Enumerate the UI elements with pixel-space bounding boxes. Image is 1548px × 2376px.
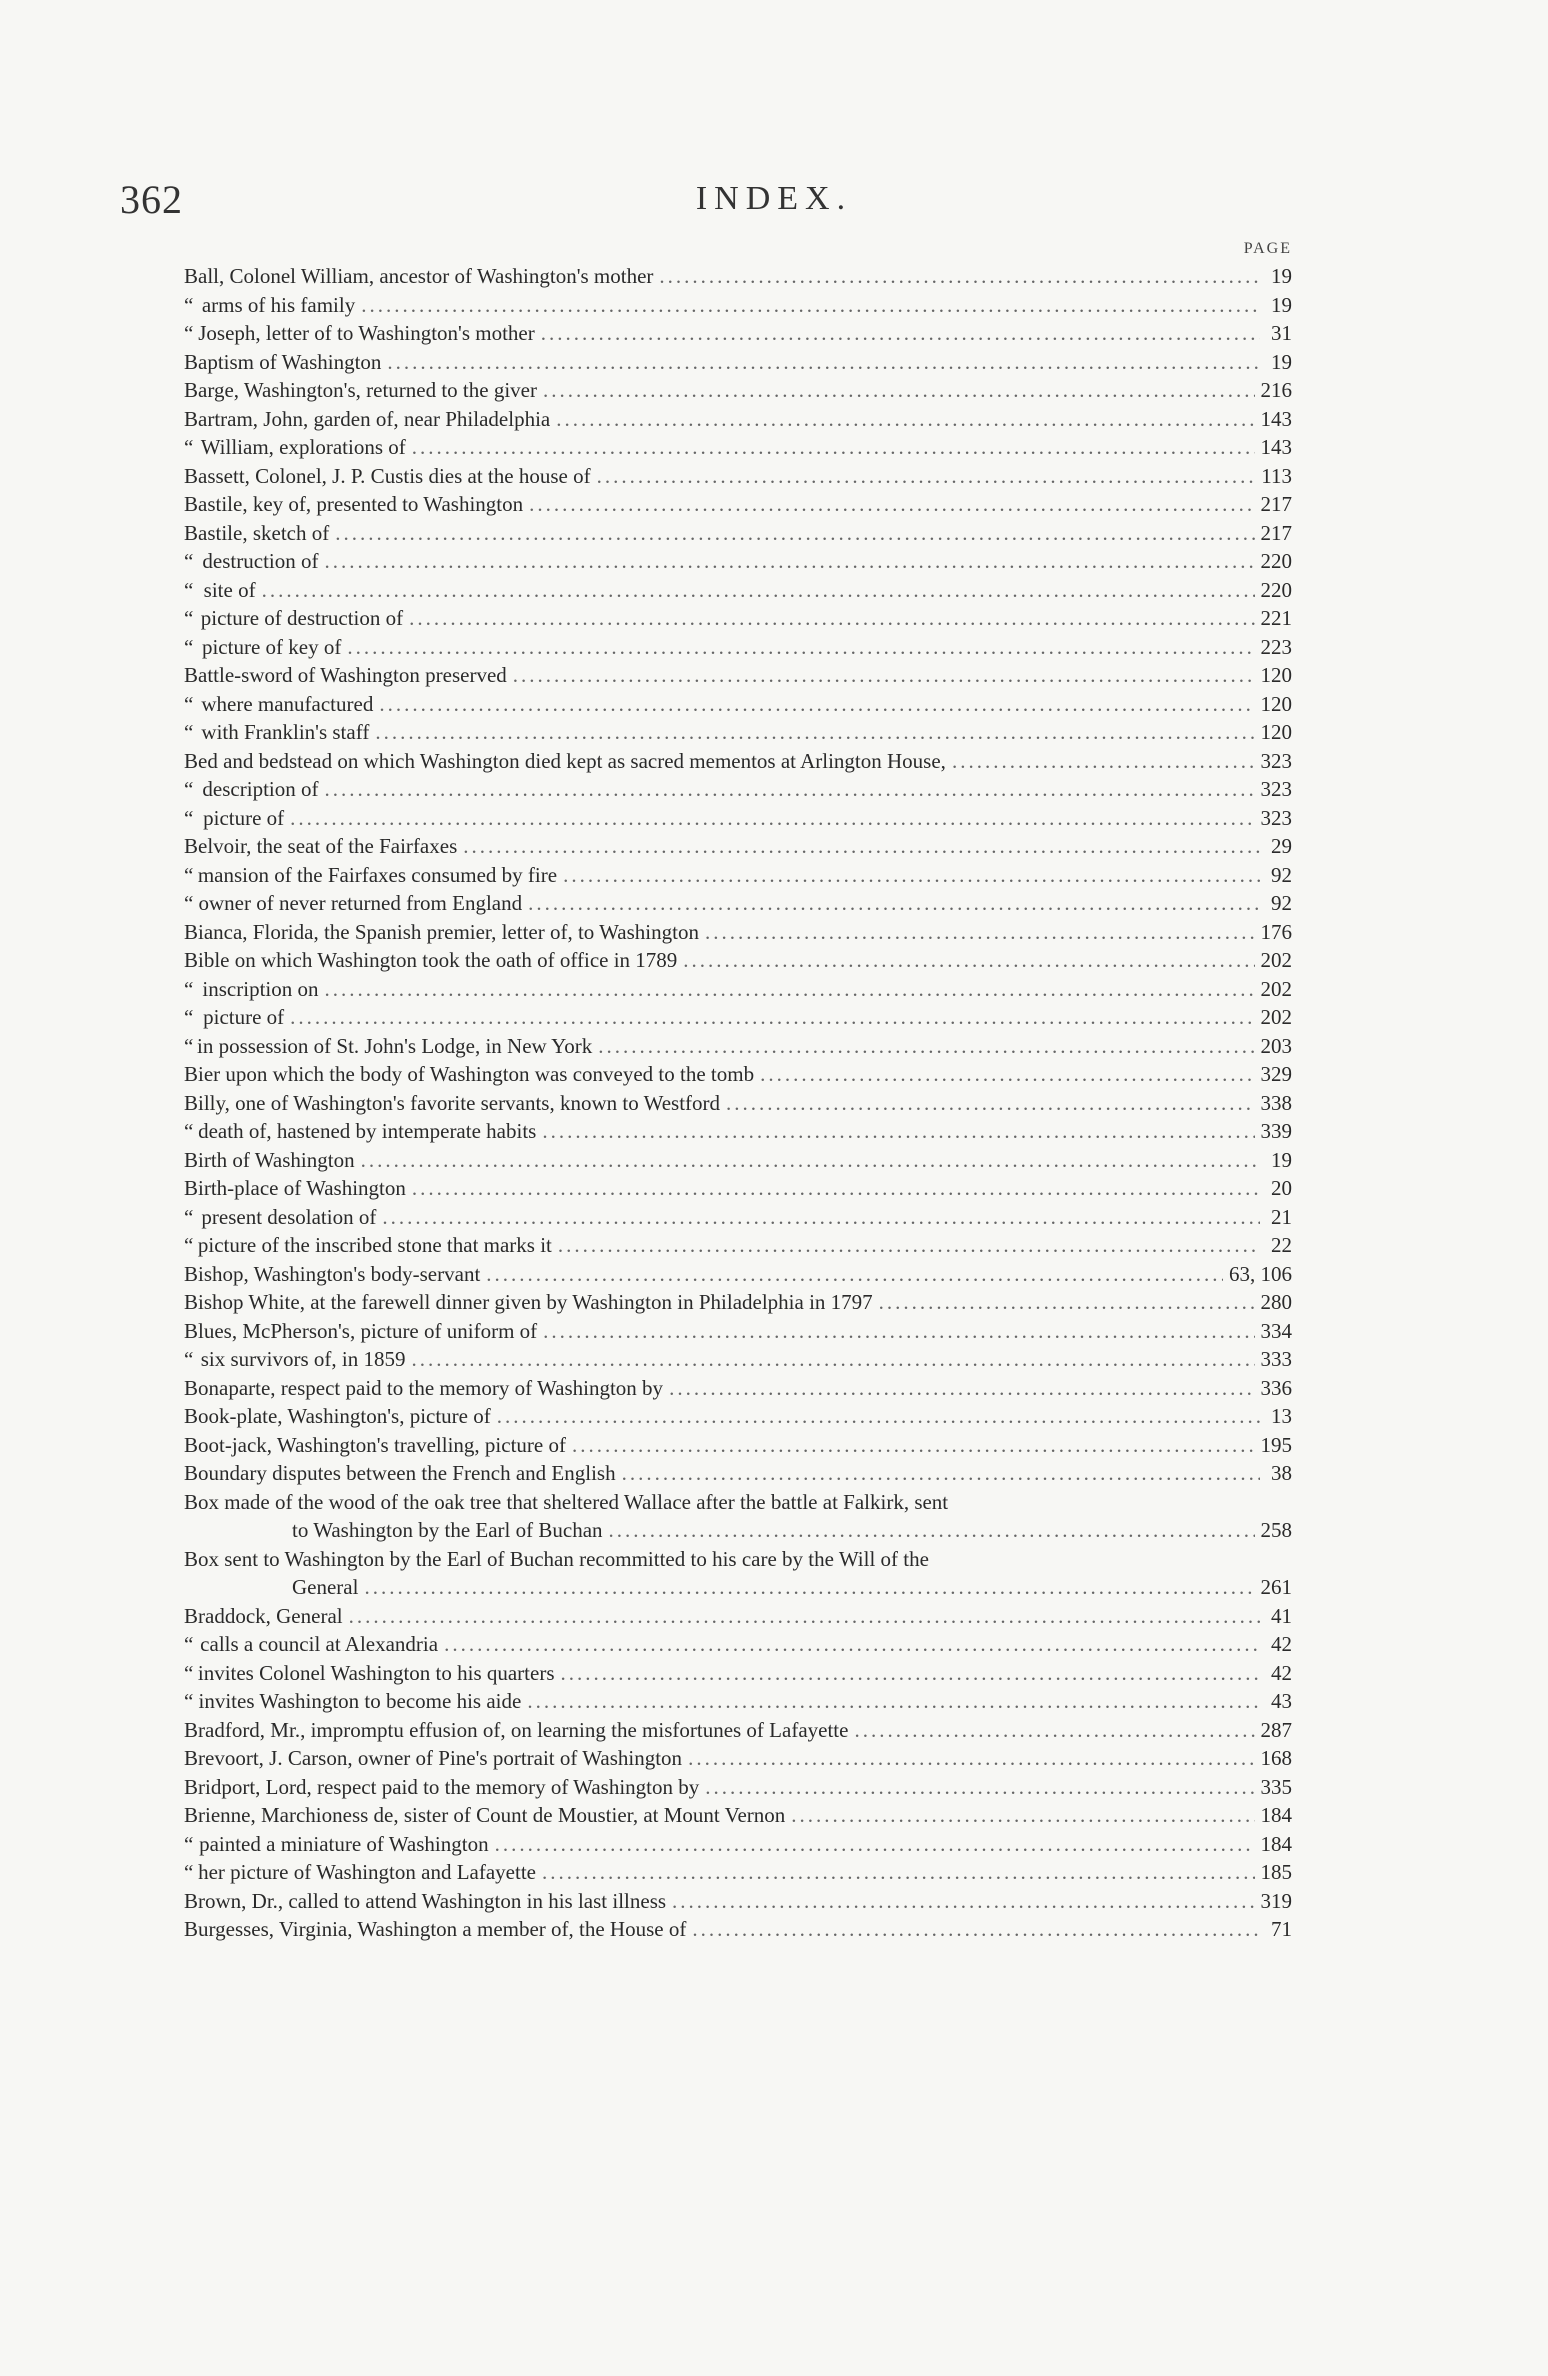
dot-leader — [375, 718, 1254, 747]
index-list — [184, 262, 1292, 1944]
index-subentry — [184, 319, 1292, 348]
entry-text: painted a miniature of Washington — [199, 1831, 489, 1856]
index-entry — [184, 519, 1292, 548]
dot-leader — [854, 1716, 1254, 1745]
dot-leader — [543, 1317, 1254, 1346]
dot-leader — [952, 747, 1255, 776]
ditto-mark: “ — [184, 1005, 194, 1029]
index-subentry — [184, 1003, 1292, 1032]
ditto-mark: “ — [184, 634, 194, 659]
entry-page-number: 334 — [1260, 1318, 1292, 1343]
running-title: INDEX. — [695, 180, 853, 217]
entry-page-number: 258 — [1260, 1518, 1292, 1542]
entry-text: Billy, one of Washington's favorite servants, known to Westford — [184, 1090, 721, 1115]
dot-leader — [528, 889, 1260, 918]
entry-page-number: 20 — [1271, 1176, 1292, 1200]
entry-page-number: 113 — [1261, 463, 1292, 488]
dot-leader — [361, 1146, 1260, 1175]
index-subentry — [184, 633, 1292, 662]
index-entry — [184, 918, 1292, 947]
dot-leader — [760, 1060, 1254, 1089]
index-entry — [184, 1915, 1292, 1944]
entry-page-number: 19 — [1271, 292, 1292, 317]
ditto-mark: “ — [184, 1204, 194, 1229]
entry-text: Birth of Washington — [184, 1147, 355, 1172]
index-entry — [184, 1459, 1292, 1488]
index-entry — [184, 1374, 1292, 1403]
index-entry — [184, 1174, 1292, 1203]
entry-page-number: 42 — [1271, 1660, 1292, 1685]
entry-page-number: 19 — [1271, 264, 1292, 288]
dot-leader — [409, 604, 1254, 633]
dot-leader — [324, 547, 1254, 576]
ditto-mark: “ — [184, 1689, 194, 1713]
entry-text: Bridport, Lord, respect paid to the memory of Washington by — [184, 1774, 700, 1799]
index-entry — [184, 1716, 1292, 1745]
entry-text: Box made of the wood of the oak tree that sheltered Wallace after the battle at Falkirk, sent — [184, 1489, 949, 1514]
entry-text: death of, hastened by intemperate habits — [198, 1119, 537, 1143]
index-entry — [184, 832, 1292, 861]
dot-leader — [561, 1659, 1260, 1688]
dot-leader — [529, 490, 1254, 519]
entry-text: Book-plate, Washington's, picture of — [184, 1404, 491, 1428]
entry-text: Bishop White, at the farewell dinner given by Washington in Philadelphia in 1797 — [184, 1290, 873, 1314]
dot-leader — [262, 576, 1255, 605]
ditto-mark: “ — [184, 321, 194, 345]
index-subentry — [184, 1687, 1292, 1716]
index-subentry — [184, 547, 1292, 576]
dot-leader — [486, 1260, 1223, 1289]
index-subentry — [184, 1630, 1292, 1659]
index-entry — [184, 1773, 1292, 1802]
entry-text: destruction of — [202, 549, 319, 573]
ditto-mark: “ — [184, 1632, 194, 1656]
dot-leader — [364, 1573, 1254, 1602]
dot-leader — [558, 1231, 1260, 1260]
dot-leader — [542, 1117, 1254, 1146]
entry-page-number: 120 — [1260, 663, 1292, 687]
index-entry — [184, 1089, 1292, 1118]
dot-leader — [444, 1630, 1260, 1659]
entry-text: Blues, McPherson's, picture of uniform of — [184, 1318, 538, 1343]
index-subentry — [184, 1830, 1292, 1859]
entry-text: calls a council at Alexandria — [200, 1632, 439, 1656]
dot-leader — [692, 1915, 1260, 1944]
entry-text: arms of his family — [201, 292, 356, 317]
dot-leader — [543, 376, 1255, 405]
entry-page-number: 339 — [1260, 1119, 1292, 1143]
entry-text: in possession of St. John's Lodge, in New York — [197, 1033, 593, 1058]
entry-text: Bier upon which the body of Washington was conveyed to the tomb — [184, 1062, 755, 1086]
dot-leader — [324, 775, 1254, 804]
entry-page-number: 41 — [1271, 1603, 1292, 1628]
dot-leader — [572, 1431, 1255, 1460]
index-entry-continuation — [184, 1573, 1292, 1602]
entry-text: six survivors of, in 1859 — [200, 1347, 406, 1371]
entry-text: Bishop, Washington's body-servant — [184, 1261, 481, 1286]
dot-leader — [335, 519, 1254, 548]
entry-page-number: 120 — [1260, 720, 1292, 744]
index-subentry — [184, 433, 1292, 462]
entry-page-number: 168 — [1260, 1746, 1292, 1770]
ditto-mark: “ — [184, 1660, 194, 1685]
dot-leader — [879, 1288, 1255, 1317]
entry-text: Bastile, sketch of — [184, 520, 330, 545]
index-entry — [184, 376, 1292, 405]
index-entry — [184, 946, 1292, 975]
index-subentry — [184, 1858, 1292, 1887]
entry-text: Belvoir, the seat of the Fairfaxes — [184, 834, 458, 858]
entry-text: Bassett, Colonel, J. P. Custis dies at the house of — [184, 463, 591, 488]
dot-leader — [622, 1459, 1260, 1488]
page-column-label: PAGE — [1243, 240, 1292, 257]
entry-page-number: 195 — [1260, 1432, 1292, 1457]
dot-leader — [672, 1887, 1254, 1916]
entry-page-number: 335 — [1260, 1774, 1292, 1799]
index-subentry — [184, 1231, 1292, 1260]
ditto-mark: “ — [184, 1860, 194, 1884]
index-subentry — [184, 775, 1292, 804]
page-number: 362 — [120, 177, 183, 222]
entry-page-number: 217 — [1260, 520, 1292, 545]
entry-page-number: 217 — [1260, 492, 1292, 516]
dot-leader — [463, 832, 1260, 861]
dot-leader — [542, 1858, 1255, 1887]
index-entry — [184, 1317, 1292, 1346]
dot-leader — [659, 262, 1260, 291]
entry-text: William, explorations of — [200, 435, 406, 459]
entry-page-number: 184 — [1260, 1831, 1292, 1856]
ditto-mark: “ — [184, 862, 194, 887]
index-entry — [184, 1545, 1292, 1574]
entry-text: Brevoort, J. Carson, owner of Pine's portrait of Washington — [184, 1746, 683, 1770]
ditto-mark: “ — [184, 720, 194, 744]
entry-text: present desolation of — [201, 1204, 377, 1229]
entry-text: Joseph, letter of to Washington's mother — [198, 321, 535, 345]
entry-text: Box sent to Washington by the Earl of Buchan recommitted to his care by the Will of the — [184, 1546, 929, 1571]
entry-page-number: 143 — [1260, 406, 1292, 431]
dot-leader — [609, 1516, 1255, 1545]
dot-leader — [387, 348, 1260, 377]
ditto-mark: “ — [184, 891, 194, 915]
entry-page-number: 333 — [1260, 1347, 1292, 1371]
entry-text: Burgesses, Virginia, Washington a member of, the House of — [184, 1917, 687, 1941]
index-entry — [184, 1260, 1292, 1289]
entry-page-number: 92 — [1271, 862, 1292, 887]
entry-page-number: 338 — [1260, 1090, 1292, 1115]
index-subentry — [184, 1203, 1292, 1232]
dot-leader — [726, 1089, 1254, 1118]
dot-leader — [598, 1032, 1254, 1061]
dot-leader — [497, 1402, 1260, 1431]
entry-page-number: 202 — [1260, 948, 1292, 972]
dot-leader — [527, 1687, 1260, 1716]
entry-text: Barge, Washington's, returned to the giver — [184, 378, 537, 402]
dot-leader — [361, 291, 1260, 320]
ditto-mark: “ — [184, 1033, 194, 1058]
index-entry — [184, 405, 1292, 434]
dot-leader — [683, 946, 1254, 975]
entry-text: her picture of Washington and Lafayette — [198, 1860, 536, 1884]
index-entry — [184, 1288, 1292, 1317]
dot-leader — [541, 319, 1260, 348]
index-entry — [184, 348, 1292, 377]
index-entry — [184, 661, 1292, 690]
ditto-mark: “ — [184, 691, 194, 716]
index-subentry — [184, 576, 1292, 605]
entry-text: Birth-place of Washington — [184, 1176, 406, 1200]
entry-page-number: 63, 106 — [1229, 1261, 1292, 1286]
dot-leader — [379, 690, 1254, 719]
entry-text: Bed and bedstead on which Washington died kept as sacred mementos at Arlington House, — [184, 748, 946, 773]
index-entry — [184, 1146, 1292, 1175]
dot-leader — [290, 1003, 1254, 1032]
entry-text: Bradford, Mr., impromptu effusion of, on learning the misfortunes of Lafayette — [184, 1717, 849, 1742]
dot-leader — [382, 1203, 1260, 1232]
entry-page-number: 323 — [1260, 805, 1292, 830]
dot-leader — [688, 1744, 1254, 1773]
entry-text: Bible on which Washington took the oath of office in 1789 — [184, 948, 678, 972]
ditto-mark: “ — [184, 1831, 194, 1856]
dot-leader — [563, 861, 1260, 890]
entry-text: picture of key of — [201, 634, 342, 659]
index-entry — [184, 1887, 1292, 1916]
entry-page-number: 19 — [1271, 1147, 1292, 1172]
entry-text: Baptism of Washington — [184, 349, 382, 374]
entry-text: picture of — [203, 805, 285, 830]
index-subentry — [184, 690, 1292, 719]
dot-leader — [412, 433, 1255, 462]
entry-page-number: 221 — [1260, 606, 1292, 630]
dot-leader — [411, 1345, 1254, 1374]
index-entry — [184, 1744, 1292, 1773]
ditto-mark: “ — [184, 606, 194, 630]
entry-page-number: 42 — [1271, 1632, 1292, 1656]
dot-leader — [347, 633, 1254, 662]
index-entry — [184, 490, 1292, 519]
entry-page-number: 21 — [1271, 1204, 1292, 1229]
dot-leader — [513, 661, 1255, 690]
index-subentry — [184, 1032, 1292, 1061]
entry-text: Bastile, key of, presented to Washington — [184, 492, 524, 516]
entry-page-number: 261 — [1260, 1575, 1292, 1599]
entry-page-number: 319 — [1260, 1888, 1292, 1913]
dot-leader — [791, 1801, 1254, 1830]
entry-text: with Franklin's staff — [201, 720, 370, 744]
dot-leader — [325, 975, 1255, 1004]
entry-text: site of — [203, 577, 256, 602]
dot-leader — [705, 1773, 1254, 1802]
index-subentry — [184, 975, 1292, 1004]
index-subentry — [184, 804, 1292, 833]
entry-text: General — [292, 1575, 359, 1599]
entry-text: picture of destruction of — [200, 606, 404, 630]
index-subentry — [184, 718, 1292, 747]
dot-leader — [669, 1374, 1254, 1403]
ditto-mark: “ — [184, 805, 194, 830]
ditto-mark: “ — [184, 1119, 194, 1143]
entry-page-number: 323 — [1260, 748, 1292, 773]
entry-text: Bonaparte, respect paid to the memory of Washington by — [184, 1375, 664, 1400]
index-entry — [184, 462, 1292, 491]
entry-page-number: 202 — [1260, 976, 1292, 1001]
entry-page-number: 329 — [1260, 1062, 1292, 1086]
entry-text: Bartram, John, garden of, near Philadelphia — [184, 406, 551, 431]
entry-page-number: 176 — [1260, 919, 1292, 944]
entry-text: invites Colonel Washington to his quarters — [197, 1660, 555, 1685]
entry-text: picture of the inscribed stone that marks it — [197, 1233, 552, 1257]
entry-page-number: 22 — [1271, 1233, 1292, 1257]
entry-page-number: 120 — [1260, 691, 1292, 716]
dot-leader — [495, 1830, 1255, 1859]
index-subentry — [184, 861, 1292, 890]
ditto-mark: “ — [184, 577, 194, 602]
index-subentry — [184, 604, 1292, 633]
ditto-mark: “ — [184, 1233, 194, 1257]
entry-page-number: 13 — [1271, 1404, 1292, 1428]
entry-text: Boundary disputes between the French and English — [184, 1461, 616, 1485]
entry-text: description of — [202, 777, 319, 801]
entry-text: where manufactured — [201, 691, 374, 716]
entry-text: Bianca, Florida, the Spanish premier, letter of, to Washington — [184, 919, 699, 944]
entry-page-number: 223 — [1260, 634, 1292, 659]
dot-leader — [597, 462, 1256, 491]
entry-text: Battle-sword of Washington preserved — [184, 663, 507, 687]
entry-text: owner of never returned from England — [198, 891, 523, 915]
index-entry — [184, 1060, 1292, 1089]
entry-page-number: 323 — [1260, 777, 1292, 801]
entry-text: invites Washington to become his aide — [198, 1689, 522, 1713]
dot-leader — [412, 1174, 1260, 1203]
entry-text: to Washington by the Earl of Buchan — [292, 1518, 603, 1542]
entry-page-number: 43 — [1271, 1689, 1292, 1713]
entry-page-number: 71 — [1271, 1917, 1292, 1941]
entry-page-number: 38 — [1271, 1461, 1292, 1485]
entry-page-number: 220 — [1260, 577, 1292, 602]
index-entry — [184, 262, 1292, 291]
dot-leader — [290, 804, 1254, 833]
index-subentry — [184, 291, 1292, 320]
entry-text: Brown, Dr., called to attend Washington in his last illness — [184, 1888, 667, 1913]
entry-page-number: 31 — [1271, 321, 1292, 345]
entry-page-number: 216 — [1260, 378, 1292, 402]
entry-page-number: 280 — [1260, 1290, 1292, 1314]
ditto-mark: “ — [184, 777, 194, 801]
dot-leader — [556, 405, 1254, 434]
entry-page-number: 185 — [1260, 1860, 1292, 1884]
ditto-mark: “ — [184, 1347, 194, 1371]
entry-page-number: 184 — [1260, 1803, 1292, 1827]
ditto-mark: “ — [184, 292, 194, 317]
entry-page-number: 143 — [1260, 435, 1292, 459]
entry-text: Ball, Colonel William, ancestor of Washington's mother — [184, 264, 654, 288]
entry-page-number: 19 — [1271, 349, 1292, 374]
index-subentry — [184, 1659, 1292, 1688]
entry-text: picture of — [203, 1005, 285, 1029]
entry-page-number: 92 — [1271, 891, 1292, 915]
index-entry — [184, 747, 1292, 776]
dot-leader — [349, 1602, 1260, 1631]
index-entry — [184, 1431, 1292, 1460]
entry-text: inscription on — [202, 976, 319, 1001]
index-entry — [184, 1488, 1292, 1517]
entry-text: Braddock, General — [184, 1603, 343, 1628]
dot-leader — [705, 918, 1255, 947]
entry-page-number: 220 — [1260, 549, 1292, 573]
entry-text: Boot-jack, Washington's travelling, picture of — [184, 1432, 566, 1457]
entry-page-number: 336 — [1260, 1375, 1292, 1400]
index-entry — [184, 1801, 1292, 1830]
entry-text: mansion of the Fairfaxes consumed by fire — [197, 862, 558, 887]
index-subentry — [184, 1345, 1292, 1374]
index-entry — [184, 1602, 1292, 1631]
index-subentry — [184, 889, 1292, 918]
entry-page-number: 202 — [1260, 1005, 1292, 1029]
entry-text: Brienne, Marchioness de, sister of Count de Moustier, at Mount Vernon — [184, 1803, 786, 1827]
index-entry-continuation — [184, 1516, 1292, 1545]
ditto-mark: “ — [184, 976, 194, 1001]
entry-page-number: 203 — [1260, 1033, 1292, 1058]
index-entry — [184, 1402, 1292, 1431]
ditto-mark: “ — [184, 435, 194, 459]
index-subentry — [184, 1117, 1292, 1146]
entry-page-number: 287 — [1260, 1717, 1292, 1742]
ditto-mark: “ — [184, 549, 194, 573]
entry-page-number: 29 — [1271, 834, 1292, 858]
